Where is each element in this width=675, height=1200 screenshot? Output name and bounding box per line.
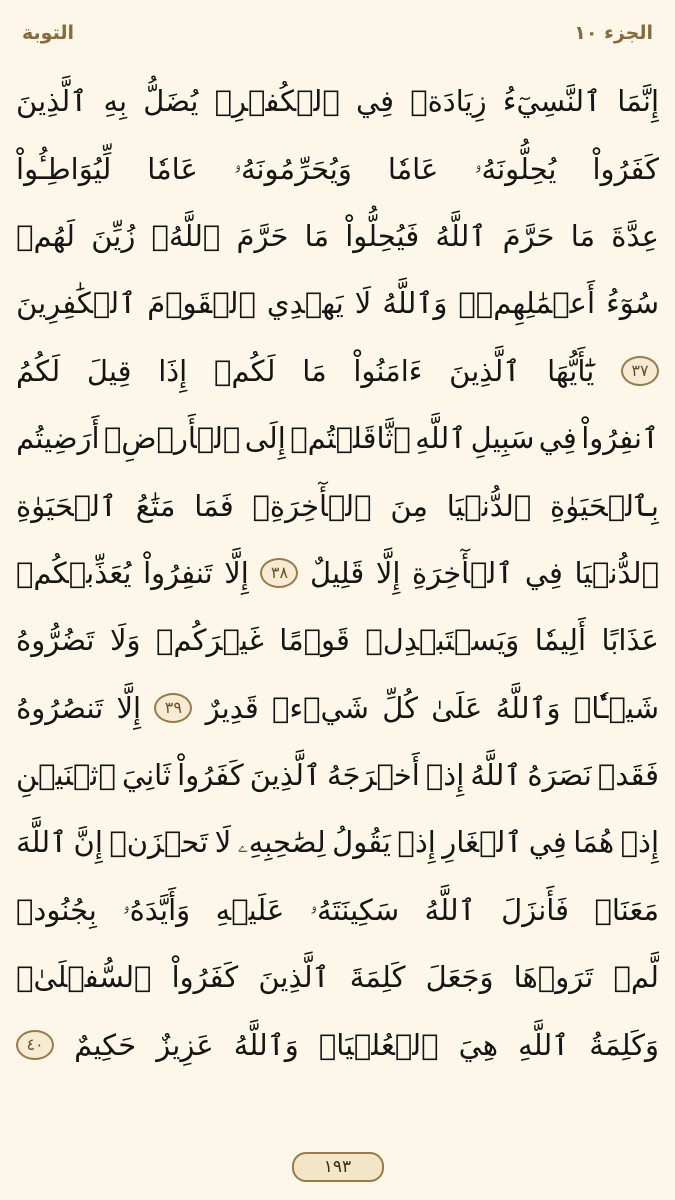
quran-word: ٱنفِرُواْ — [581, 421, 659, 456]
quran-word: فِي — [528, 825, 567, 860]
quran-word: وَٱللَّهُ — [233, 1027, 299, 1062]
quran-word: لَا — [214, 825, 232, 860]
quran-word: بِجُنُودٖ — [16, 892, 97, 927]
quran-word: كَفَرُواْ — [177, 758, 244, 793]
text-line — [16, 877, 659, 944]
quran-word: فَمَا — [194, 488, 234, 523]
page-header — [22, 18, 653, 48]
quran-word: وَيُحَرِّمُونَهُۥ — [233, 151, 352, 186]
quran-word: وَيَسۡتَبۡدِلۡ — [365, 623, 520, 658]
text-line — [16, 1011, 659, 1078]
quran-word: ٱلۡأٓخِرَةِۚ — [252, 488, 372, 523]
quran-word: شَيۡءٖ — [272, 690, 369, 725]
quran-word: وَلَا — [109, 623, 141, 658]
text-line — [16, 203, 659, 270]
quran-word: إِلَّا — [224, 555, 249, 590]
quran-word: ٱلۡأٓخِرَةِ — [412, 555, 514, 590]
quran-word: ءَامَنُواْ — [353, 353, 423, 388]
quran-word: قَدِيرٌ — [205, 690, 259, 725]
quran-word: إِلَّا — [116, 690, 142, 725]
quran-word: كُلِّ — [382, 690, 418, 725]
quran-word: كَلِمَةَ — [349, 960, 406, 995]
quran-word: هِيَ — [458, 1027, 499, 1062]
quran-word: نَصَرَهُ — [527, 758, 592, 793]
quran-word: ٱللَّهُۚ — [151, 218, 221, 253]
quran-word: وَٱللَّهُ — [495, 690, 561, 725]
text-line — [16, 338, 659, 405]
quran-word: ٱللَّهُ — [470, 758, 522, 793]
quran-word: لِصَٰحِبِهِۦ — [237, 825, 326, 860]
quran-word: فِي — [538, 421, 577, 456]
quran-word: وَٱللَّهُ — [382, 286, 448, 321]
text-line — [16, 540, 659, 607]
quran-word: أَلِيمٗا — [534, 623, 587, 658]
quran-word: عَزِيزٌ — [156, 1027, 214, 1062]
quran-word: إِذۡ — [425, 758, 465, 793]
quran-word: فَقَدۡ — [597, 758, 659, 793]
quran-word: عَامٗا — [387, 151, 439, 186]
quran-word: ٱلۡكُفۡرِۖ — [214, 84, 340, 119]
quran-word: فِي — [355, 84, 394, 119]
quran-word: إِذۡ — [397, 825, 436, 860]
quran-word: يُعَذِّبۡكُمۡ — [16, 555, 132, 590]
quran-word: زُيِّنَ — [91, 218, 136, 253]
quran-word: مَتَٰعُ — [135, 488, 176, 523]
quran-word: مَعَنَاۖ — [594, 892, 659, 927]
ayah-number-marker: ٣٩ — [154, 693, 192, 723]
quran-word: لِّيُوَاطِـُٔواْ — [16, 151, 112, 186]
page-footer — [0, 1152, 675, 1182]
quran-word: يَهۡدِي — [266, 286, 344, 321]
surah-name: التوبة — [22, 22, 74, 44]
quran-word: تَنصُرُوهُ — [16, 690, 104, 725]
quran-word: هُمَا — [573, 825, 615, 860]
quran-word: وَأَيَّدَهُۥ — [122, 892, 191, 927]
quran-word: فِي — [524, 555, 563, 590]
quran-word: ٱلسُّفۡلَىٰۗ — [16, 960, 152, 995]
quran-word: كَفَرُواْ — [592, 151, 659, 186]
ayah-number-marker: ٣٨ — [260, 558, 298, 588]
quran-word: تَرَوۡهَا — [513, 960, 594, 995]
quran-word: ٱلۡكَٰفِرِينَ — [16, 286, 137, 321]
text-line — [16, 135, 659, 202]
quran-word: أَخۡرَجَهُ — [326, 758, 420, 793]
quran-word: قَوۡمًا — [279, 623, 350, 658]
quran-word: سَبِيلِ — [470, 421, 535, 456]
quran-word: لَكُمۡ — [213, 353, 276, 388]
quran-word: لَكُمُ — [16, 353, 61, 388]
quran-word: يُحِلُّونَهُۥ — [474, 151, 557, 186]
quran-word: عَلَىٰ — [431, 690, 483, 725]
quran-word: حَكِيمٌ — [74, 1027, 137, 1062]
ayah-number-marker: ٤٠ — [16, 1030, 54, 1060]
quran-word: وَكَلِمَةُ — [589, 1027, 659, 1062]
quran-word: زِيَادَةٞ — [410, 84, 487, 119]
text-line — [16, 607, 659, 674]
quran-word: إِذَا — [158, 353, 188, 388]
juz-label: الجزء ١٠ — [574, 22, 653, 44]
quran-word: ٱلنَّسِيٓءُ — [502, 84, 602, 119]
page-number: ١٩٣ — [292, 1152, 384, 1182]
mushaf-page — [16, 68, 659, 1148]
quran-word: ٱلۡقَوۡمَ — [147, 286, 256, 321]
quran-word: لَّمۡ — [613, 960, 659, 995]
quran-word: مَا — [570, 218, 596, 253]
quran-word: لَهُمۡ — [16, 218, 75, 253]
quran-word: إِنَّمَا — [617, 84, 659, 119]
quran-word: ٱلدُّنۡيَا — [446, 488, 532, 523]
quran-word: ٱلَّذِينَ — [16, 84, 88, 119]
quran-word: عِدَّةَ — [611, 218, 659, 253]
quran-word: مَا — [304, 218, 330, 253]
quran-word: حَرَّمَ — [236, 218, 289, 253]
quran-word: عَذَابًا — [601, 623, 659, 658]
quran-word: ٱلۡحَيَوٰةِ — [16, 488, 117, 523]
quran-word: ٱللَّهِ — [518, 1027, 570, 1062]
quran-word: ٱللَّهُ — [435, 218, 487, 253]
quran-word: قَلِيلٌ — [310, 555, 365, 590]
quran-word: يُضَلُّ — [143, 84, 199, 119]
text-line — [16, 809, 659, 876]
quran-word: ٱللَّهُ — [424, 892, 476, 927]
quran-word: بِهِ — [103, 84, 128, 119]
quran-word: حَرَّمَ — [502, 218, 555, 253]
text-line — [16, 270, 659, 337]
quran-word: يَٰٓأَيُّهَا — [547, 353, 595, 388]
quran-word: ٱللَّهِ — [415, 421, 467, 456]
quran-word: وَجَعَلَ — [425, 960, 494, 995]
text-line — [16, 675, 659, 742]
quran-word: سُوٓءُ — [606, 286, 659, 321]
quran-word: عَامٗا — [147, 151, 198, 186]
quran-word: ٱلۡعُلۡيَاۗ — [318, 1027, 439, 1062]
quran-word: عَلَيۡهِ — [215, 892, 285, 927]
quran-word: فَيُحِلُّواْ — [345, 218, 420, 253]
quran-word: فَأَنزَلَ — [501, 892, 569, 927]
quran-word: مِنَ — [390, 488, 428, 523]
quran-word: إِلَّا — [375, 555, 401, 590]
quran-word: أَعۡمَٰلِهِمۡۗ — [458, 286, 596, 321]
quran-word: إِلَى — [244, 421, 286, 456]
text-line — [16, 944, 659, 1011]
quran-word: غَيۡرَكُمۡ — [155, 623, 264, 658]
quran-word: تَنفِرُواْ — [143, 555, 213, 590]
quran-word: بِٱلۡحَيَوٰةِ — [550, 488, 659, 523]
quran-word: إِنَّ — [73, 825, 103, 860]
quran-word: ٱلَّذِينَ — [249, 758, 321, 793]
quran-word: ٱلَّذِينَ — [449, 353, 521, 388]
quran-word: ٱثۡنَيۡنِ — [16, 758, 116, 793]
quran-word: شَيۡـٔٗاۗ — [573, 690, 659, 725]
text-line — [16, 472, 659, 539]
quran-word: ٱللَّهَ — [16, 825, 68, 860]
quran-word: ٱلۡغَارِ — [442, 825, 523, 860]
quran-word: تَضُرُّوهُ — [16, 623, 95, 658]
quran-word: أَرَضِيتُم — [16, 421, 100, 456]
quran-word: مَا — [302, 353, 327, 388]
quran-word: قِيلَ — [86, 353, 132, 388]
text-line — [16, 68, 659, 135]
quran-word: يَقُولُ — [332, 825, 391, 860]
quran-word: ٱلۡأَرۡضِۚ — [103, 421, 241, 456]
quran-word: لَا — [354, 286, 372, 321]
text-line — [16, 742, 659, 809]
quran-word: إِذۡ — [620, 825, 659, 860]
quran-word: ٱلَّذِينَ — [258, 960, 330, 995]
quran-word: ٱثَّاقَلۡتُمۡ — [290, 421, 411, 456]
ayah-number-marker: ٣٧ — [621, 356, 659, 386]
text-line — [16, 405, 659, 472]
quran-word: تَحۡزَنۡ — [109, 825, 209, 860]
quran-word: سَكِينَتَهُۥ — [309, 892, 400, 927]
quran-word: ثَانِيَ — [121, 758, 172, 793]
quran-word: ٱلدُّنۡيَا — [574, 555, 659, 590]
quran-word: كَفَرُواْ — [171, 960, 239, 995]
